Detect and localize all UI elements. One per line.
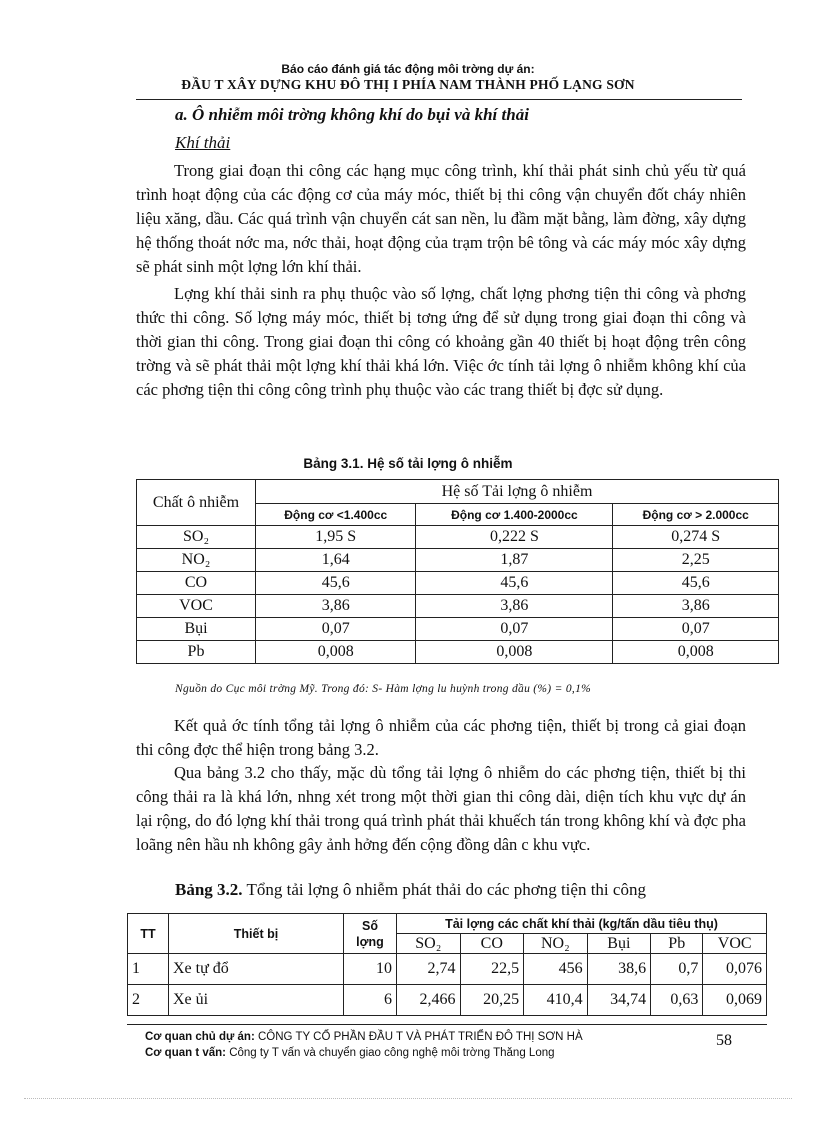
value-cell: 1,87 <box>416 549 613 572</box>
value-cell: 3,86 <box>613 595 779 618</box>
value-cell: 1,95 S <box>256 526 416 549</box>
header-device: Thiết bị <box>169 914 344 954</box>
value-cell: 0,222 S <box>416 526 613 549</box>
footer-consultant <box>145 1047 555 1059</box>
header-quantity: Số lợng <box>344 914 397 954</box>
value-cell: 0,274 S <box>613 526 779 549</box>
tt-cell: 2 <box>128 985 169 1016</box>
paragraph-1: Trong giai đoạn thi công các hạng mục công trình, khí thải phát sinh chủ yếu từ quá trình hoạt động của các động cơ của máy móc, thiết bị thi công vận chuyển đốt cháy nhiên liệu xăng, dầu. Các quá trình vận chuyển cát san nền, lu đầm mặt bằng, làm đờng, xây dựng hệ thống thoát nớc ma, nớc thải, hoạt động của trạm trộn bê tông và các máy móc xây dựng sẽ phát sinh một lợng lớn khí thải. <box>136 161 746 276</box>
value-cell: 45,6 <box>256 572 416 595</box>
header-divider <box>136 99 742 100</box>
pollutant-cell: VOC <box>137 595 256 618</box>
report-header-line1: Báo cáo đánh giá tác động môi trờng dự án: <box>281 62 535 76</box>
header-emission-load: Tải lợng các chất khí thải (kg/tấn dầu tiêu thụ) <box>397 914 767 934</box>
footer-divider <box>127 1024 767 1025</box>
value-cell: 45,6 <box>416 572 613 595</box>
header-engine-large: Động cơ > 2.000cc <box>613 504 779 526</box>
value-cell: 3,86 <box>256 595 416 618</box>
footer-owner-label: Cơ quan chủ dự án: <box>145 1031 255 1043</box>
pollutant-cell: SO₂ <box>137 526 256 549</box>
device-cell: Xe tự đổ <box>169 954 344 985</box>
value-cell: 0,008 <box>256 641 416 664</box>
report-header-line2: ĐẦU T XÂY DỰNG KHU ĐÔ THỊ I PHÍA NAM THÀNH PHỐ LẠNG SƠN <box>181 77 635 92</box>
header-co: CO <box>460 934 524 954</box>
footer-owner <box>145 1031 583 1043</box>
value-cell: 2,74 <box>397 954 461 985</box>
paragraph-4: Qua bảng 3.2 cho thấy, mặc dù tổng tải lợng ô nhiễm do các phơng tiện, thiết bị thi công thải ra là khá lớn, nhng xét trong một thời gian thi công dài, diện tích khu vực dự án lại rộng, do đó lợng khí thải trong quá trình phát thải khuếch tán trong không khí và đợc pha loãng nên hầu nh không gây ảnh hởng đến cộng đồng dân c khu vực. <box>136 763 746 854</box>
value-cell: 0,63 <box>651 985 703 1016</box>
table-row <box>137 595 779 618</box>
value-cell: 410,4 <box>524 985 588 1016</box>
footer-consultant-value: Công ty T vấn và chuyển giao công nghệ môi trờng Thăng Long <box>226 1047 555 1059</box>
value-cell: 0,07 <box>613 618 779 641</box>
total-emission-table <box>127 913 767 1016</box>
table-row <box>137 549 779 572</box>
value-cell: 34,74 <box>587 985 651 1016</box>
quantity-cell: 10 <box>344 954 397 985</box>
value-cell: 0,07 <box>256 618 416 641</box>
section-title: a. Ô nhiễm môi trờng không khí do bụi và khí thải <box>175 105 529 124</box>
device-cell: Xe ủi <box>169 985 344 1016</box>
header-pollutant: Chất ô nhiễm <box>137 480 256 526</box>
table-row <box>137 618 779 641</box>
header-dust: Bụi <box>587 934 651 954</box>
value-cell: 0,07 <box>416 618 613 641</box>
table-row <box>137 526 779 549</box>
header-engine-small: Động cơ <1.400cc <box>256 504 416 526</box>
value-cell: 0,069 <box>703 985 767 1016</box>
page-bottom-border <box>24 1098 792 1099</box>
value-cell: 38,6 <box>587 954 651 985</box>
header-no2: NO₂ <box>524 934 588 954</box>
subsection-title: Khí thải <box>175 133 231 152</box>
value-cell: 0,076 <box>703 954 767 985</box>
paragraph-3: Kết quả ớc tính tổng tải lợng ô nhiễm của các phơng tiện, thiết bị trong cả giai đoạn thi công đợc thể hiện trong bảng 3.2. <box>136 716 746 759</box>
table-row <box>128 985 767 1016</box>
header-voc: VOC <box>703 934 767 954</box>
value-cell: 3,86 <box>416 595 613 618</box>
footer-consultant-label: Cơ quan t vấn: <box>145 1047 227 1059</box>
value-cell: 22,5 <box>460 954 524 985</box>
value-cell: 45,6 <box>613 572 779 595</box>
header-emission-factor: Hệ số Tải lợng ô nhiễm <box>256 480 779 504</box>
value-cell: 1,64 <box>256 549 416 572</box>
emission-factor-table <box>136 479 779 664</box>
table1-source-note: Nguồn do Cục môi trờng Mỹ. Trong đó: S- Hàm lợng lu huỳnh trong dầu (%) = 0,1% <box>175 683 591 695</box>
value-cell: 0,008 <box>613 641 779 664</box>
header-tt: TT <box>128 914 169 954</box>
header-so2: SO₂ <box>397 934 461 954</box>
paragraph-2: Lợng khí thải sinh ra phụ thuộc vào số lợng, chất lợng phơng tiện thi công và phơng thức thi công. Số lợng máy móc, thiết bị tơng ứng để sử dụng trong giai đoạn thi công và thời gian thi công. Trong giai đoạn thi công có khoảng gần 40 thiết bị hoạt động trên công trờng và sẽ phát thải một lợng khí thải khá lớn. Việc ớc tính tải lợng ô nhiễm không khí của các phơng tiện thi công công trình phụ thuộc vào các trang thiết bị đợc sử dụng. <box>136 284 746 399</box>
pollutant-cell: Bụi <box>137 618 256 641</box>
quantity-cell: 6 <box>344 985 397 1016</box>
footer-owner-value: CÔNG TY CỔ PHẦN ĐẦU T VÀ PHÁT TRIỂN ĐÔ THỊ SƠN HÀ <box>254 1031 583 1043</box>
table-row <box>137 641 779 664</box>
pollutant-cell: NO₂ <box>137 549 256 572</box>
tt-cell: 1 <box>128 954 169 985</box>
table2-caption-number: Bảng 3.2. <box>175 880 243 899</box>
header-engine-medium: Động cơ 1.400-2000cc <box>416 504 613 526</box>
value-cell: 20,25 <box>460 985 524 1016</box>
value-cell: 456 <box>524 954 588 985</box>
value-cell: 2,25 <box>613 549 779 572</box>
table1-caption: Bảng 3.1. Hệ số tải lợng ô nhiễm <box>303 456 513 471</box>
pollutant-cell: Pb <box>137 641 256 664</box>
table2-caption <box>175 880 646 900</box>
table-row <box>137 572 779 595</box>
table-row <box>128 954 767 985</box>
value-cell: 0,008 <box>416 641 613 664</box>
page-number: 58 <box>716 1032 732 1049</box>
table2-caption-text: Tổng tải lợng ô nhiễm phát thải do các phơng tiện thi công <box>242 880 646 899</box>
pollutant-cell: CO <box>137 572 256 595</box>
value-cell: 2,466 <box>397 985 461 1016</box>
header-pb: Pb <box>651 934 703 954</box>
value-cell: 0,7 <box>651 954 703 985</box>
